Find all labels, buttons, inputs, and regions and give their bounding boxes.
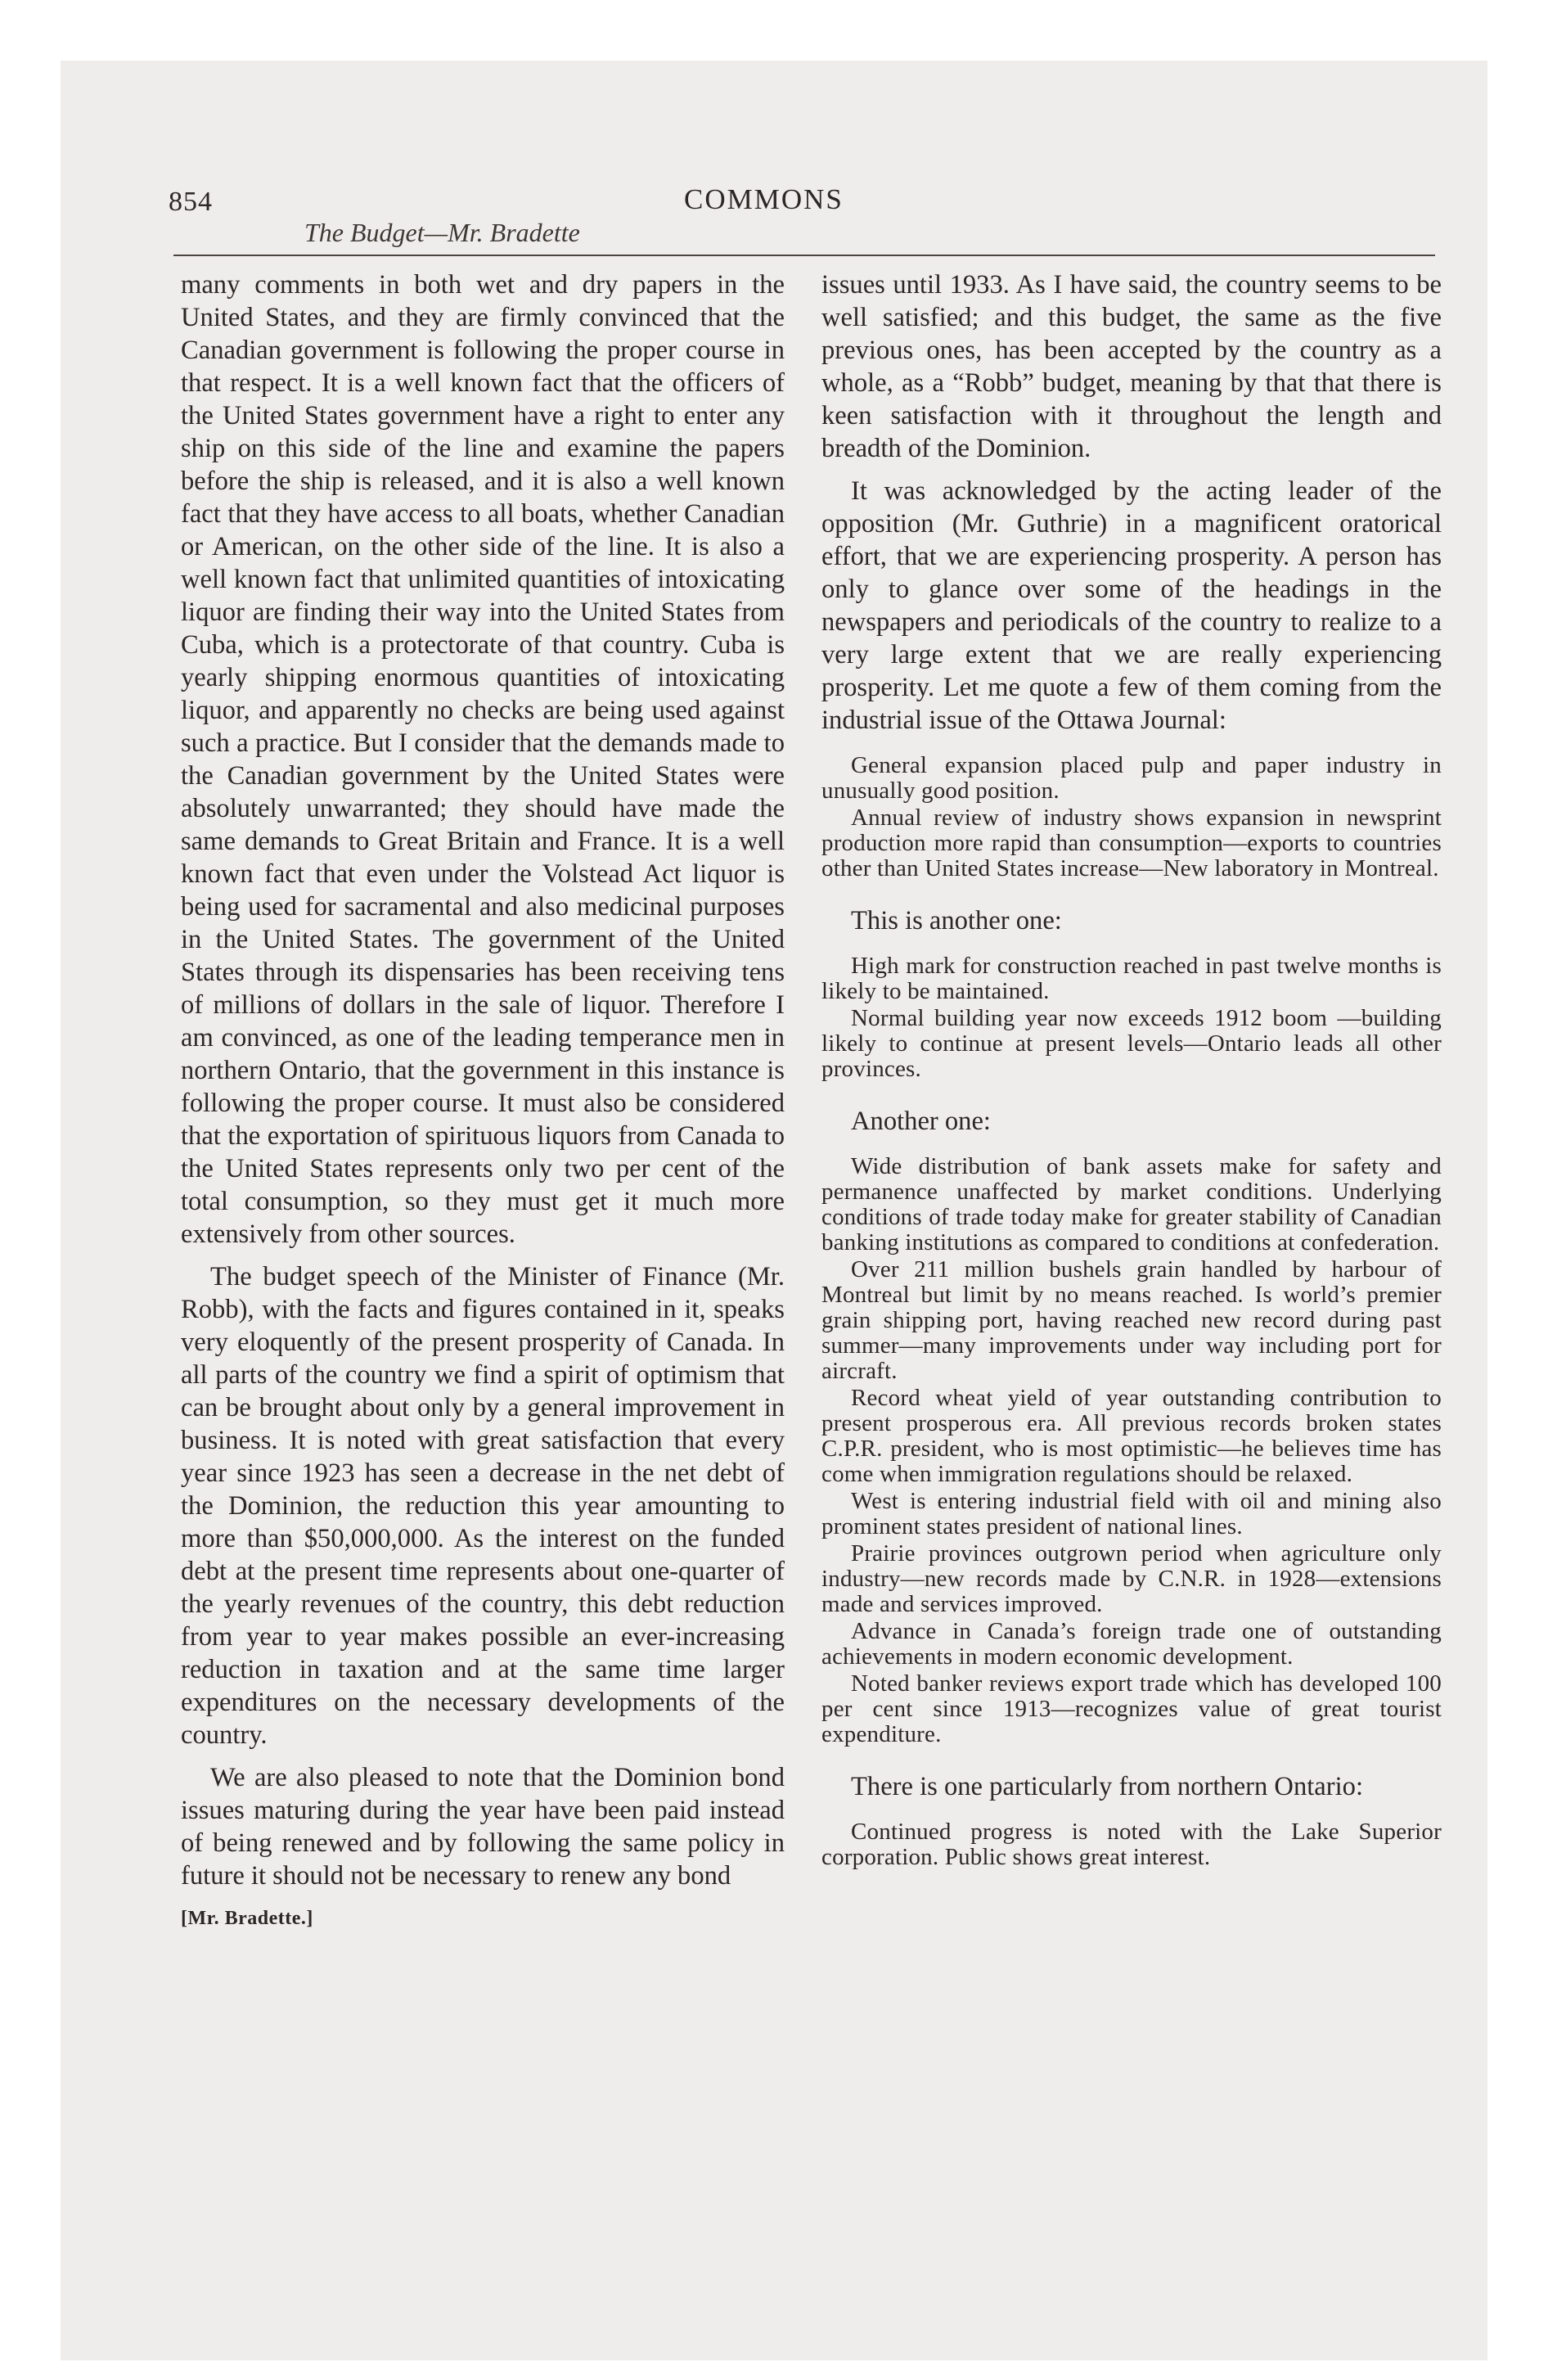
header-rule (173, 255, 1435, 256)
house-heading: COMMONS (684, 183, 844, 215)
quoted-headlines (821, 953, 1442, 1082)
quoted-headline: Over 211 million bushels grain handled by harbour of Montreal but limit by no means reached. Is world’s premier grain shipping port, having reached new record during past summer—many improvements under way including port for aircraft. (821, 1256, 1442, 1384)
quoted-headlines (821, 1154, 1442, 1747)
paragraph: many comments in both wet and dry papers in the United States, and they are firmly convinced that the Canadian government is following the proper course in that respect. It is a well known fact that the officers of the United States government have a right to enter any ship on this side of the line and examine the papers before the ship is released, and it is also a well known fact that they have access to all boats, whether Canadian or American, on the other side of the line. It is also a well known fact that unlimited quantities of intoxicating liquor are finding their way into the United States from Cuba, which is a protectorate of that country. Cuba is yearly shipping enormous quantities of intoxicating liquor, and apparently no checks are being used against such a practice. But I consider that the demands made to the Canadian government by the United States were absolutely unwarranted; they should have made the same demands to Great Britain and France. It is a well known fact that even under the Volstead Act liquor is being used for sacramental and also medicinal purposes in the United States. The government of the United States through its dispensaries has been receiving tens of millions of dollars in the sale of liquor. Therefore I am convinced, as one of the leading temperance men in northern Ontario, that the government in this instance is following the proper course. It must also be considered that the exportation of spirituous liquors from Canada to the United States represents only two per cent of the total consumption, so they must get it much more extensively from other sources. (181, 270, 785, 1249)
running-title: The Budget—Mr. Bradette (304, 218, 580, 247)
quoted-headlines (821, 1819, 1442, 1870)
quoted-headlines (821, 753, 1442, 881)
paragraph: Another one: (851, 1107, 991, 1136)
paragraph: issues until 1933. As I have said, the country seems to be well satisfied; and this budget, the same as the five previous ones, has been accepted by the country as a whole, as a “Robb” budget, meaning by that that there is keen satisfaction with it throughout the length and breadth of the Dominion. (821, 270, 1442, 463)
paragraph: It was acknowledged by the acting leader of the opposition (Mr. Guthrie) in a magnificent oratorical effort, that we are experiencing prosperity. A person has only to glance over some of the headings in the newspapers and periodicals of the country to realize to a very large extent that we are really experiencing prosperity. Let me quote a few of them coming from the industrial issue of the Ottawa Journal: (821, 476, 1442, 735)
quoted-headline: Prairie provinces outgrown period when agriculture only industry—new records made by C.N.R. in 1928—extensions made and services improved. (821, 1540, 1442, 1617)
quoted-headline: Noted banker reviews export trade which has developed 100 per cent since 1913—recognizes value of great tourist expenditure. (821, 1670, 1442, 1747)
paragraph: We are also pleased to note that the Dominion bond issues maturing during the year have been paid instead of being renewed and by following the same policy in future it should not be necessary to renew any bond (181, 1763, 785, 1891)
paragraph: There is one particularly from northern Ontario: (851, 1772, 1363, 1801)
quoted-headline: High mark for construction reached in past twelve months is likely to be maintained. (821, 953, 1442, 1004)
paragraph: The budget speech of the Minister of Finance (Mr. Robb), with the facts and figures contained in it, speaks very eloquently of the present prosperity of Canada. In all parts of the country we find a spirit of optimism that can be brought about only by a general improvement in business. It is noted with great satisfaction that every year since 1923 has seen a decrease in the net debt of the Dominion, the reduction this year amounting to more than $50,000,000. As the interest on the funded debt at the present time represents about one-quarter of the yearly revenues of the country, this debt reduction from year to year makes possible an ever-increasing reduction in taxation and at the same time larger expenditures on the necessary developments of the country. (181, 1262, 785, 1750)
page-number: 854 (169, 187, 213, 217)
quoted-headline: Wide distribution of bank assets make for safety and permanence unaffected by market conditions. Underlying conditions of trade today make for greater stability of Canadian banking institutions as compared to conditions at confederation. (821, 1153, 1442, 1255)
quoted-headline: Normal building year now exceeds 1912 boom —building likely to continue at present levels—Ontario leads all other provinces. (821, 1005, 1442, 1082)
left-column (181, 268, 785, 1935)
quoted-headline: Record wheat yield of year outstanding contribution to present prosperous era. All previous records broken states C.P.R. president, who is most optimistic—he believes time has come when immigration regulations should be relaxed. (821, 1385, 1442, 1487)
quoted-headline: West is entering industrial field with oil and mining also prominent states president of national lines. (821, 1488, 1442, 1539)
quoted-headline: Continued progress is noted with the Lake Superior corporation. Public shows great interest. (821, 1819, 1442, 1870)
speaker-attribution: [Mr. Bradette.] (181, 1908, 313, 1929)
quoted-headline: Advance in Canada’s foreign trade one of outstanding achievements in modern economic development. (821, 1618, 1442, 1670)
paragraph: This is another one: (851, 906, 1062, 935)
quoted-headline: General expansion placed pulp and paper industry in unusually good position. (821, 752, 1442, 804)
right-column (821, 268, 1442, 1893)
quoted-headline: Annual review of industry shows expansion in newsprint production more rapid than consumption—exports to countries other than United States increase—New laboratory in Montreal. (821, 805, 1442, 881)
